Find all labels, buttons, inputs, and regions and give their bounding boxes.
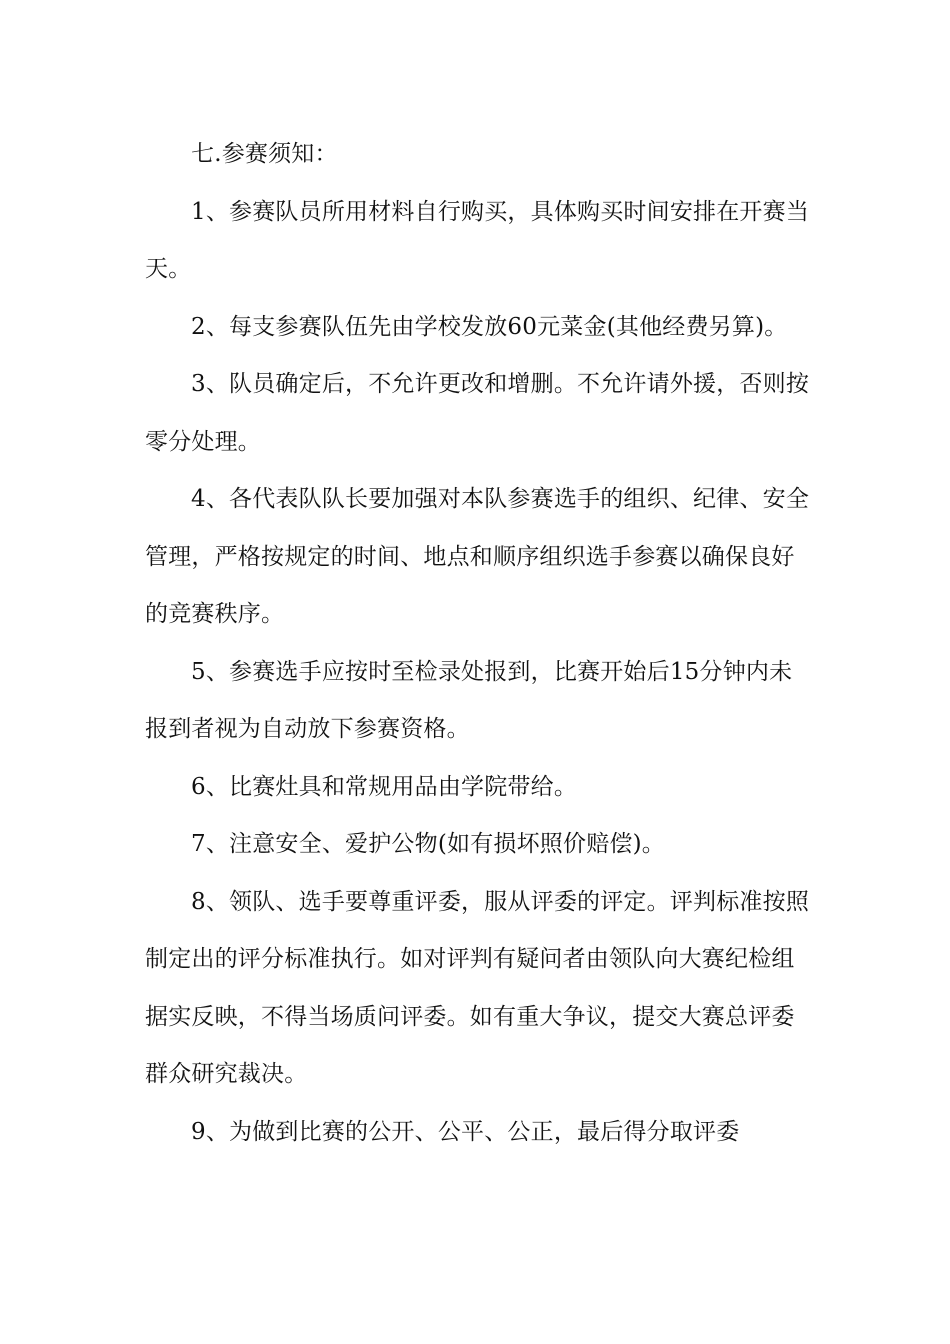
paragraph-2: 2、每支参赛队伍先由学校发放60元菜金(其他经费另算)。	[191, 313, 788, 340]
paragraph-6: 6、比赛灶具和常规用品由学院带给。	[191, 773, 578, 800]
paragraph-8: 8、领队、选手要尊重评委，服从评委的评定。评判标准按照制定出的评分标准执行。如对评判有疑问者由领队向大赛纪检组据实反映，不得当场质问评委。如有重大争议，提交大赛总评委群众研究裁决。	[145, 888, 810, 1087]
document-body	[145, 126, 815, 1161]
paragraph-9: 9、为做到比赛的公开、公平、公正，最后得分取评委	[191, 1118, 740, 1145]
paragraph-1: 1、参赛队员所用材料自行购买，具体购买时间安排在开赛当天。	[145, 198, 810, 282]
paragraph-4: 4、各代表队队长要加强对本队参赛选手的组织、纪律、安全管理，严格按规定的时间、地点和顺序组织选手参赛以确保良好的竞赛秩序。	[145, 486, 810, 627]
paragraph-7: 7、注意安全、爱护公物(如有损坏照价赔偿)。	[191, 831, 665, 857]
paragraph-5: 5、参赛选手应按时至检录处报到，比赛开始后15分钟内未报到者视为自动放下参赛资格。	[145, 658, 793, 742]
section-heading: 七.参赛须知：	[191, 141, 338, 167]
paragraph-3: 3、队员确定后，不允许更改和增删。不允许请外援，否则按零分处理。	[145, 371, 810, 455]
